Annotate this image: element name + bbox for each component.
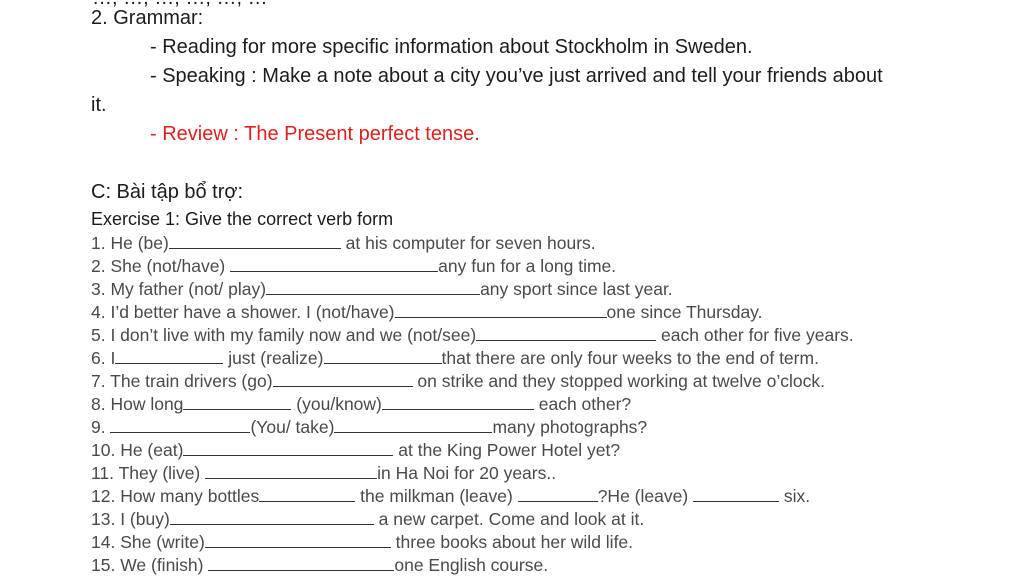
item-text: 5. I don’t live with my family now and we (not/see) xyxy=(91,325,477,345)
exercise-item xyxy=(91,255,616,278)
exercise-item xyxy=(91,416,647,439)
answer-blank[interactable] xyxy=(476,326,656,341)
objective-review: - Review : The Present perfect tense. xyxy=(150,123,480,145)
item-text: 12. How many bottles xyxy=(91,486,260,506)
item-text: three books about her wild life. xyxy=(390,532,634,552)
item-text: 13. I (buy) xyxy=(91,509,170,529)
exercise-item xyxy=(91,485,810,508)
item-text: 14. She (write) xyxy=(91,532,205,552)
answer-blank[interactable] xyxy=(230,257,438,272)
answer-blank[interactable] xyxy=(183,395,291,410)
item-text: 10. He (eat) xyxy=(91,440,184,460)
objective-reading: - Reading for more specific information about Stockholm in Sweden. xyxy=(150,36,753,58)
item-text: on strike and they stopped working at twelve o’clock. xyxy=(412,371,826,391)
item-text: one English course. xyxy=(394,555,549,575)
section-c-heading: C: Bài tập bổ trợ: xyxy=(91,181,244,203)
item-text: ?He (leave) xyxy=(597,486,694,506)
answer-blank[interactable] xyxy=(324,349,442,364)
answer-blank[interactable] xyxy=(395,303,607,318)
item-text: each other for five years. xyxy=(656,325,854,345)
objective-speaking: - Speaking : Make a note about a city you’ve just arrived and tell your friends about xyxy=(150,65,883,87)
item-text: one since Thursday. xyxy=(606,302,763,322)
item-text: many photographs? xyxy=(492,417,648,437)
exercise-item xyxy=(91,370,825,393)
item-text: 7. The train drivers (go) xyxy=(91,371,273,391)
exercise-item xyxy=(91,393,631,416)
item-text: 6. I xyxy=(91,348,116,368)
answer-blank[interactable] xyxy=(183,441,393,456)
answer-blank[interactable] xyxy=(518,487,598,502)
answer-blank[interactable] xyxy=(259,487,355,502)
item-text: 15. We (finish) xyxy=(91,555,209,575)
item-text: 3. My father (not/ play) xyxy=(91,279,267,299)
exercise-item xyxy=(91,508,644,531)
answer-blank[interactable] xyxy=(334,418,492,433)
exercise-title: Exercise 1: Give the correct verb form xyxy=(91,209,394,229)
item-text: at the King Power Hotel yet? xyxy=(393,440,621,460)
exercise-item xyxy=(91,462,556,485)
item-text: 4. I’d better have a shower. I (not/have) xyxy=(91,302,395,322)
section-2-heading: 2. Grammar: xyxy=(91,7,204,29)
exercise-item xyxy=(91,531,633,554)
answer-blank[interactable] xyxy=(169,234,341,249)
answer-blank[interactable] xyxy=(382,395,534,410)
exercise-item xyxy=(91,554,548,577)
item-text: that there are only four weeks to the end of term. xyxy=(441,348,819,368)
answer-blank[interactable] xyxy=(208,556,394,571)
answer-blank[interactable] xyxy=(170,510,374,525)
item-text: 2. She (not/have) xyxy=(91,256,231,276)
item-text: 8. How long xyxy=(91,394,184,414)
exercise-item xyxy=(91,324,854,347)
answer-blank[interactable] xyxy=(693,487,779,502)
exercise-item xyxy=(91,301,763,324)
exercise-item xyxy=(91,278,673,301)
item-text: the milkman (leave) xyxy=(355,486,518,506)
answer-blank[interactable] xyxy=(205,533,391,548)
answer-blank[interactable] xyxy=(205,464,377,479)
item-text: any sport since last year. xyxy=(480,279,673,299)
exercise-item xyxy=(91,232,596,255)
item-text: any fun for a long time. xyxy=(438,256,617,276)
item-text: just (realize) xyxy=(223,348,324,368)
item-text: in Ha Noi for 20 years.. xyxy=(377,463,557,483)
exercise-item xyxy=(91,347,819,370)
item-text: (you/know) xyxy=(291,394,382,414)
item-text: 11. They (live) xyxy=(91,463,206,483)
answer-blank[interactable] xyxy=(266,280,480,295)
item-text: at his computer for seven hours. xyxy=(340,233,596,253)
answer-blank[interactable] xyxy=(115,349,223,364)
exercise-item xyxy=(91,439,620,462)
item-text: 9. xyxy=(91,417,111,437)
item-text: six. xyxy=(779,486,811,506)
answer-blank[interactable] xyxy=(110,418,250,433)
objective-speaking-continued: it. xyxy=(91,94,107,116)
item-text: 1. He (be) xyxy=(91,233,169,253)
item-text: a new carpet. Come and look at it. xyxy=(373,509,645,529)
item-text: (You/ take) xyxy=(250,417,335,437)
item-text: each other? xyxy=(533,394,632,414)
answer-blank[interactable] xyxy=(273,372,413,387)
